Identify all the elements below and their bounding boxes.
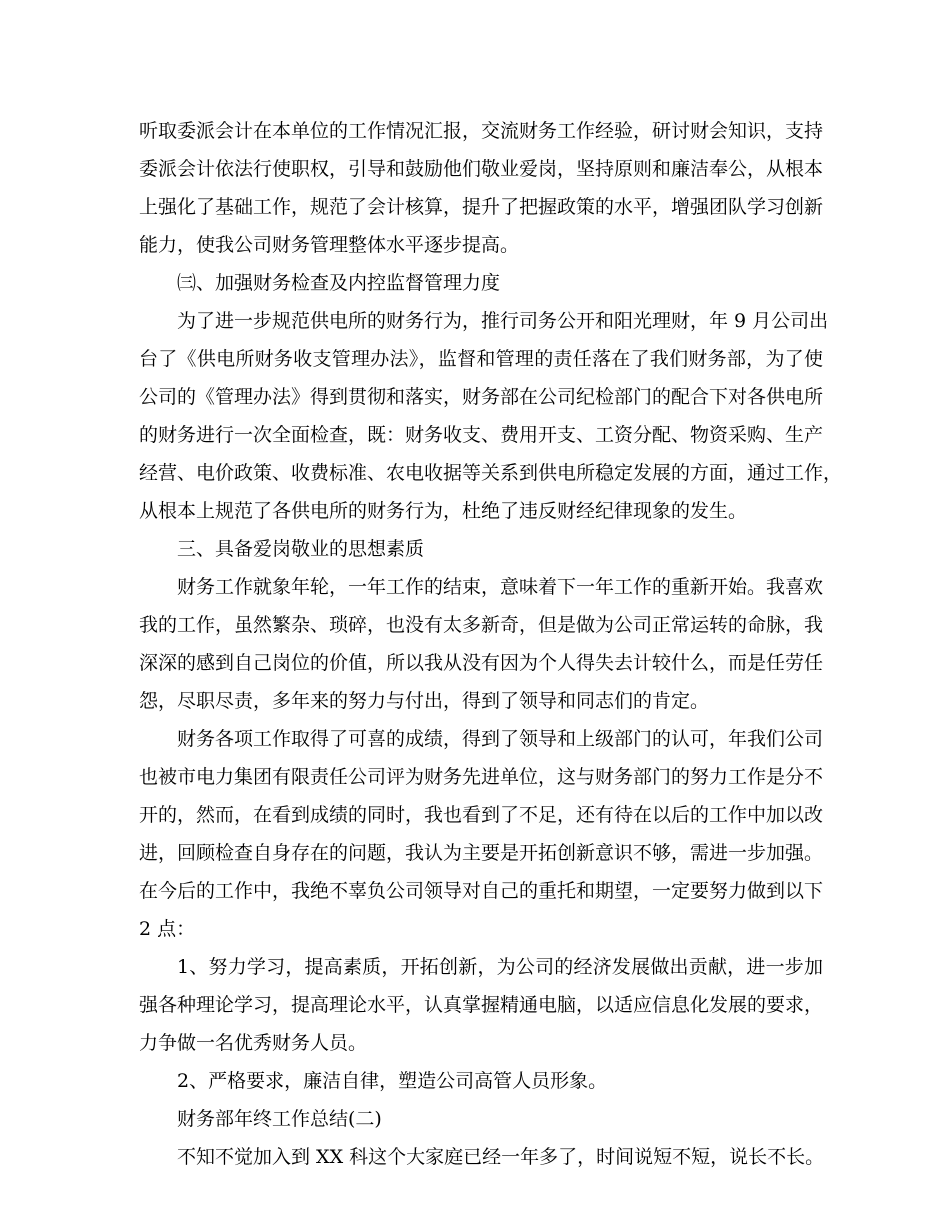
text-line: 1、努力学习，提高素质，开拓创新，为公司的经济发展做出贡献，进一步加 xyxy=(177,956,823,978)
text-line: 也被市电力集团有限责任公司评为财务先进单位，这与财务部门的努力工作是分不 xyxy=(139,766,824,788)
text-line: 我的工作，虽然繁杂、琐碎，也没有太多新奇，但是做为公司正常运转的命脉，我 xyxy=(139,614,824,636)
text-line: 公司的《管理办法》得到贯彻和落实，财务部在公司纪检部门的配合下对各供电所 xyxy=(139,386,824,408)
text-line: 三、具备爱岗敬业的思想素质 xyxy=(177,538,425,560)
text-line: 上强化了基础工作，规范了会计核算，提升了把握政策的水平，增强团队学习创新 xyxy=(139,196,824,218)
text-line: 在今后的工作中，我绝不辜负公司领导对自己的重托和期望，一定要努力做到以下 xyxy=(139,880,824,902)
text-line: 力争做一名优秀财务人员。 xyxy=(139,1032,368,1054)
text-line: 不知不觉加入到 XX 科这个大家庭已经一年多了，时间说短不短，说长不长。 xyxy=(177,1146,825,1168)
text-line: 委派会计依法行使职权，引导和鼓励他们敬业爱岗，坚持原则和廉洁奉公，从根本 xyxy=(139,158,824,180)
text-line: 的财务进行一次全面检查，既：财务收支、费用开支、工资分配、物资采购、生产 xyxy=(139,424,824,446)
text-line: ㈢、加强财务检查及内控监督管理力度 xyxy=(177,272,501,294)
text-line: 从根本上规范了各供电所的财务行为，杜绝了违反财经纪律现象的发生。 xyxy=(139,500,748,522)
text-line: 听取委派会计在本单位的工作情况汇报，交流财务工作经验，研讨财会知识，支持 xyxy=(139,120,824,142)
text-line: 开的，然而，在看到成绩的同时，我也看到了不足，还有待在以后的工作中加以改 xyxy=(139,804,824,826)
text-line: 财务工作就象年轮，一年工作的结束，意味着下一年工作的重新开始。我喜欢 xyxy=(177,576,824,598)
text-line: 2 点： xyxy=(139,918,196,940)
text-line: 进，回顾检查自身存在的问题，我认为主要是开拓创新意识不够，需进一步加强。 xyxy=(139,842,824,864)
text-line: 为了进一步规范供电所的财务行为，推行司务公开和阳光理财，年 9 月公司出 xyxy=(177,310,829,332)
text-line: 财务部年终工作总结(二) xyxy=(177,1108,382,1130)
text-line: 怨，尽职尽责，多年来的努力与付出，得到了领导和同志们的肯定。 xyxy=(139,690,710,712)
text-line: 财务各项工作取得了可喜的成绩，得到了领导和上级部门的认可，年我们公司 xyxy=(177,728,824,750)
document-body xyxy=(139,112,843,1176)
text-line: 强各种理论学习，提高理论水平，认真掌握精通电脑，以适应信息化发展的要求， xyxy=(139,994,824,1016)
text-line: 2、严格要求，廉洁自律，塑造公司高管人员形象。 xyxy=(177,1070,608,1092)
text-line: 深深的感到自己岗位的价值，所以我从没有因为个人得失去计较什么，而是任劳任 xyxy=(139,652,824,674)
text-line: 能力，使我公司财务管理整体水平逐步提高。 xyxy=(139,234,520,256)
text-line: 台了《供电所财务收支管理办法》，监督和管理的责任落在了我们财务部，为了使 xyxy=(139,348,823,370)
text-line: 经营、电价政策、收费标准、农电收据等关系到供电所稳定发展的方面，通过工作， xyxy=(139,462,843,484)
